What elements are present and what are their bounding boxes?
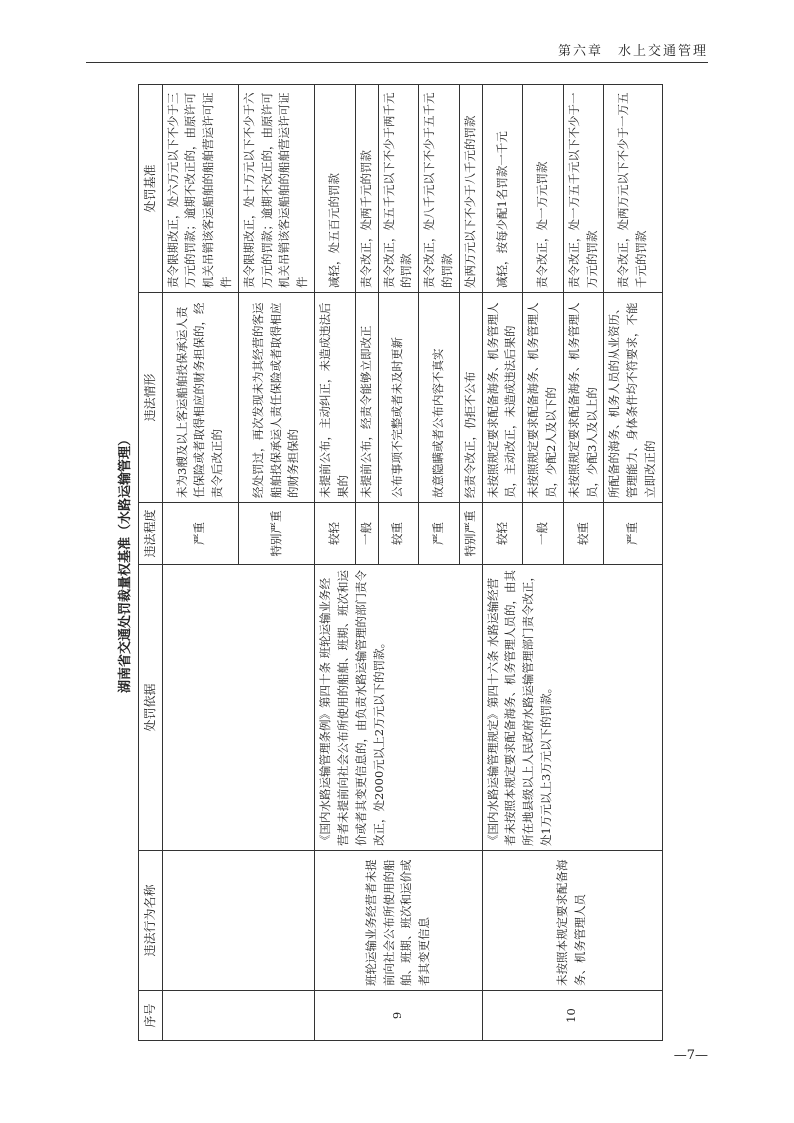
- cell-degree: 一般: [355, 503, 378, 565]
- cell-standard: 责令改正，处五千元以下不少于两千元的罚款: [378, 85, 419, 293]
- cell-situation: 故意隐瞒或者公布内容不真实: [419, 293, 460, 503]
- table-row: [315, 85, 356, 1041]
- cell-standard: 减轻，处五百元的罚款: [315, 85, 356, 293]
- rotated-table-panel: [114, 85, 689, 1041]
- table-row: [162, 85, 238, 1041]
- cell-degree: 较重: [563, 503, 604, 565]
- cell-situation: 未提前公布，经责令能够立即改正: [355, 293, 378, 503]
- cell-basis: [162, 565, 315, 851]
- cell-standard: 责令改正，处两千元的罚款: [355, 85, 378, 293]
- penalty-standard-table: [138, 84, 663, 1041]
- cell-situation: 未为3艘及以上客运船舶投保承运人责任保险或者取得相应的财务担保的，经责令后改正的: [162, 293, 238, 503]
- cell-standard: 责令改正，处一万元罚款: [523, 85, 564, 293]
- cell-basis: 《国内水路运输管理规定》第四十六条 水路运输经营者未按照本规定要求配备海务、机务管理人员的，由其所在地县级以上人民政府水路运输管理部门责令改正，处1万元以上3万元以下的罚款。: [482, 565, 662, 851]
- cell-situation: 经责令改正，仍拒不公布: [459, 293, 482, 503]
- cell-degree: 严重: [162, 503, 238, 565]
- cell-situation: 未按照规定要求配备海务、机务管理人员，主动改正，未造成违法后果的: [482, 293, 523, 503]
- page-number: —7—: [673, 1048, 708, 1063]
- table-row: [482, 85, 523, 1041]
- cell-standard: 处两万元以下不少于八千元的罚款: [459, 85, 482, 293]
- table-title: 湖南省交通处罚裁量权基准（水路运输管理）: [118, 433, 133, 694]
- cell-situation: 所配备的海务、机务人员的从业资历、管理能力、身体条件均不符要求，不能立即改正的: [604, 293, 662, 503]
- header-rule: [86, 62, 708, 63]
- page-header: 第六章 水上交通管理: [557, 44, 708, 59]
- col-header-standard: 处罚基准: [139, 85, 163, 293]
- cell-standard: 责令改正，处八千元以下不少于五千元的罚款: [419, 85, 460, 293]
- cell-no: [162, 991, 315, 1041]
- cell-degree: 较轻: [482, 503, 523, 565]
- cell-situation: 经处罚过，再次发现未为其经营的客运船舶投保承运人责任保险或者取得相应的财务担保的: [238, 293, 314, 503]
- cell-no: 10: [482, 991, 662, 1041]
- cell-degree: 较轻: [315, 503, 356, 565]
- cell-situation: 未按照规定要求配备海务、机务管理人员，少配3人及以上的: [563, 293, 604, 503]
- col-header-degree: 违法程度: [139, 503, 163, 565]
- col-header-name: 违法行为名称: [139, 851, 163, 991]
- table-header-row: [139, 85, 163, 1041]
- cell-name: [162, 851, 315, 991]
- cell-degree: 一般: [523, 503, 564, 565]
- cell-degree: 特别严重: [238, 503, 314, 565]
- col-header-situation: 违法情形: [139, 293, 163, 503]
- col-header-no: 序号: [139, 991, 163, 1041]
- cell-standard: 责令限期改正，处十万元以下不少于六万元的罚款；逾期不改正的，由原许可机关吊销该客运船舶的船舶营运许可证件: [238, 85, 314, 293]
- cell-situation: 未提前公布，主动纠正，未造成违法后果的: [315, 293, 356, 503]
- cell-no: 9: [315, 991, 483, 1041]
- cell-standard: 责令改正，处一万五千元以下不少于一万元的罚款: [563, 85, 604, 293]
- cell-degree: 较重: [378, 503, 419, 565]
- cell-basis: 《国内水路运输管理条例》第四十条 班轮运输业务经营者未提前向社会公布所使用的船舶、班期、班次和运价或者其变更信息的，由负责水路运输管理的部门责令改正，处2000元以上2万元以下的罚款。: [315, 565, 483, 851]
- cell-standard: 责令限期改正，处六万元以下不少于三万元的罚款；逾期不改正的，由原许可机关吊销该客运船舶的船舶营运许可证件: [162, 85, 238, 293]
- cell-name: 未按照本规定要求配备海务、机务管理人员: [482, 851, 662, 991]
- cell-standard: 责令改正，处两万元以下不少于一万五千元的罚款: [604, 85, 662, 293]
- cell-situation: 未按照规定要求配备海务、机务管理人员，少配2人及以下的: [523, 293, 564, 503]
- col-header-basis: 处罚依据: [139, 565, 163, 851]
- cell-degree: 严重: [604, 503, 662, 565]
- cell-situation: 公布事项不完整或者未及时更新: [378, 293, 419, 503]
- cell-degree: 特别严重: [459, 503, 482, 565]
- cell-name: 班轮运输业务经营者未提前向社会公布所使用的船舶、班期、班次和运价或者其变更信息: [315, 851, 483, 991]
- cell-standard: 减轻，按每少配1名罚款一千元: [482, 85, 523, 293]
- cell-degree: 严重: [419, 503, 460, 565]
